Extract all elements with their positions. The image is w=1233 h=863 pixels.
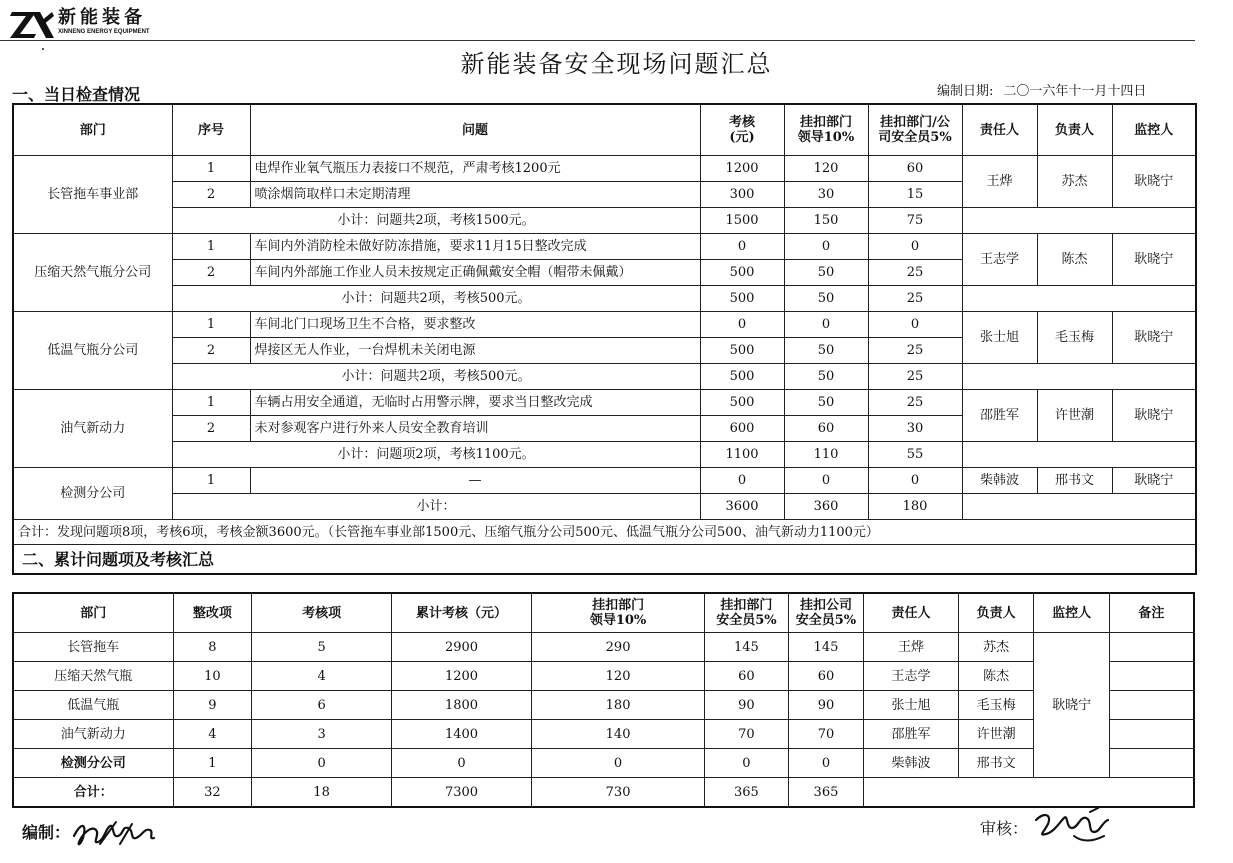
table-row [13,691,1194,720]
table-header-row [13,104,1196,156]
header-company-officer: 挂扣公司 安全员5% [788,593,864,633]
score-cell: 0 [700,234,784,260]
resp-cell: 邵胜军 [864,720,959,749]
resp-cell: 王烨 [864,633,959,662]
seq-cell: 1 [172,312,250,338]
total-cell: 1200 [392,662,532,691]
subtotal-score: 500 [700,364,784,390]
subtotal-row [13,494,1196,520]
fix-cell: 9 [173,691,252,720]
empty-cell [962,286,1196,312]
section2-heading-row [13,545,1196,575]
date-value: 二〇一六年十一月十四日 [1003,84,1147,99]
score-cell: 0 [700,468,784,494]
table-row [13,633,1194,662]
cofficer-cell: 60 [788,662,864,691]
subtotal-officer: 75 [868,208,962,234]
lead-cell: 50 [784,390,868,416]
seq-cell: 1 [172,468,250,494]
score-cell: 300 [700,182,784,208]
monitor-cell: 耿晓宁 [1112,390,1196,442]
resp-cell: 王烨 [962,156,1037,208]
header-issue: 问题 [250,104,700,156]
fix-cell: 4 [173,720,252,749]
fix-cell: 10 [173,662,252,691]
subtotal-score: 1500 [700,208,784,234]
total-cell: 0 [392,749,532,778]
header-fix: 整改项 [173,593,252,633]
subtotal-lead: 110 [784,442,868,468]
subtotal-text: 小计：问题共2项，考核500元。 [172,364,700,390]
subtotal-row [13,208,1196,234]
date-label: 编制日期: [937,84,994,99]
dofficer-cell: 0 [705,749,789,778]
score-cell: 0 [700,312,784,338]
header-dept: 部门 [13,593,173,633]
empty-cell [962,364,1196,390]
score-cell: 1200 [700,156,784,182]
document-title: 新能装备安全现场问题汇总 [460,50,773,78]
resp-cell: 邵胜军 [962,390,1037,442]
issue-cell: 车间内外消防栓未做好防冻措施，要求11月15日整改完成 [250,234,700,260]
seq-cell: 2 [172,260,250,286]
owner-cell: 许世潮 [1037,390,1112,442]
table-row [13,662,1194,691]
subtotal-row [13,442,1196,468]
cofficer-cell: 145 [788,633,864,662]
subtotal-officer: 25 [868,286,962,312]
subtotal-text: 小计：问题项2项，考核1100元。 [172,442,700,468]
issue-cell: 未对参观客户进行外来人员安全教育培训 [250,416,700,442]
subtotal-lead: 360 [784,494,868,520]
lead-cell: 290 [531,633,704,662]
resp-cell: 王志学 [864,662,959,691]
owner-cell: 邢书文 [958,749,1034,778]
subtotal-score: 1100 [700,442,784,468]
seq-cell: 2 [172,338,250,364]
note-cell [1109,691,1194,720]
table-row [13,720,1194,749]
total-assess: 18 [252,778,392,808]
fix-cell: 8 [173,633,252,662]
score-cell: 600 [700,416,784,442]
officer-cell: 0 [868,234,962,260]
subtotal-lead: 150 [784,208,868,234]
summary-text: 合计：发现问题项8项，考核6项，考核金额3600元。（长管拖车事业部1500元、压缩气瓶分公司500元、低温气瓶分公司500、油气新动力1100元） [13,520,1196,545]
seq-cell: 1 [172,390,250,416]
total-cofficer: 365 [788,778,864,808]
logo-en-text: XINNENG ENERGY EQUIPMENT [58,29,150,35]
cofficer-cell: 90 [788,691,864,720]
header-total: 累计考核（元） [392,593,532,633]
total-lead: 730 [531,778,704,808]
owner-cell: 毛玉梅 [958,691,1034,720]
table-row [13,156,1196,182]
lead-cell: 50 [784,260,868,286]
assess-cell: 3 [252,720,392,749]
assess-cell: 4 [252,662,392,691]
dept-cell: 压缩天然气瓶 [13,662,173,691]
table-row [13,468,1196,494]
daily-inspection-table [12,103,1197,575]
header-owner: 负责人 [958,593,1034,633]
header-monitor: 监控人 [1034,593,1110,633]
monitor-cell: 耿晓宁 [1112,468,1196,494]
dofficer-cell: 70 [705,720,789,749]
monitor-cell: 耿晓宁 [1112,312,1196,364]
note-cell [1109,633,1194,662]
header-dept: 部门 [13,104,172,156]
monitor-cell: 耿晓宁 [1112,234,1196,286]
total-cell: 1800 [392,691,532,720]
header-officer: 挂扣部门/公 司安全员5% [868,104,962,156]
assess-cell: 5 [252,633,392,662]
total-cell: 2900 [392,633,532,662]
resp-cell: 张士旭 [962,312,1037,364]
officer-cell: 0 [868,468,962,494]
dept-cell: 低温气瓶分公司 [13,312,172,390]
issue-cell: 焊接区无人作业，一台焊机未关闭电源 [250,338,700,364]
score-cell: 500 [700,338,784,364]
company-logo [10,8,150,40]
subtotal-officer: 180 [868,494,962,520]
issue-cell: — [250,468,700,494]
assess-cell: 0 [252,749,392,778]
header-dept-officer: 挂扣部门 安全员5% [705,593,789,633]
subtotal-lead: 50 [784,286,868,312]
issue-cell: 车间内外部施工作业人员未按规定正确佩戴安全帽（帽带未佩戴） [250,260,700,286]
seq-cell: 1 [172,234,250,260]
assess-cell: 6 [252,691,392,720]
compile-date [937,80,1146,99]
resp-cell: 柴韩波 [864,749,959,778]
owner-cell: 陈杰 [958,662,1034,691]
officer-cell: 25 [868,260,962,286]
note-cell [1109,662,1194,691]
lead-cell: 120 [531,662,704,691]
dept-cell: 长管拖车 [13,633,173,662]
lead-cell: 50 [784,338,868,364]
fix-cell: 1 [173,749,252,778]
total-row [13,778,1194,808]
issue-cell: 车间北门口现场卫生不合格，要求整改 [250,312,700,338]
subtotal-officer: 25 [868,364,962,390]
reviewed-by [980,816,1028,839]
empty-cell [864,778,1194,808]
lead-cell: 120 [784,156,868,182]
owner-cell: 苏杰 [958,633,1034,662]
resp-cell: 柴韩波 [962,468,1037,494]
header-score: 考核 (元) [700,104,784,156]
logo-icon [10,8,54,40]
seq-cell: 1 [172,156,250,182]
issue-cell: 电焊作业氧气瓶压力表接口不规范，严肃考核1200元 [250,156,700,182]
header-lead: 挂扣部门 领导10% [784,104,868,156]
dofficer-cell: 60 [705,662,789,691]
lead-cell: 0 [784,234,868,260]
dept-cell: 检测分公司 [13,749,173,778]
owner-cell: 毛玉梅 [1037,312,1112,364]
header-monitor: 监控人 [1112,104,1196,156]
subtotal-text: 小计： [172,494,700,520]
total-dofficer: 365 [705,778,789,808]
subtotal-row [13,286,1196,312]
cumulative-summary-table [12,592,1195,808]
lead-cell: 0 [784,468,868,494]
lead-cell: 180 [531,691,704,720]
subtotal-officer: 55 [868,442,962,468]
officer-cell: 30 [868,416,962,442]
header-resp: 责任人 [864,593,959,633]
lead-cell: 140 [531,720,704,749]
issue-cell: 车辆占用安全通道，无临时占用警示牌，要求当日整改完成 [250,390,700,416]
subtotal-text: 小计：问题共2项，考核1500元。 [172,208,700,234]
dofficer-cell: 145 [705,633,789,662]
compiled-by [22,820,70,843]
officer-cell: 25 [868,390,962,416]
table-row [13,312,1196,338]
owner-cell: 许世潮 [958,720,1034,749]
owner-cell: 陈杰 [1037,234,1112,286]
header-assess: 考核项 [252,593,392,633]
dept-cell: 压缩天然气瓶分公司 [13,234,172,312]
note-cell [1109,749,1194,778]
officer-cell: 15 [868,182,962,208]
table-row [13,234,1196,260]
subtotal-score: 3600 [700,494,784,520]
logo-cn-text: 新能装备 [58,7,146,28]
compiler-signature [70,814,160,854]
total-fix: 32 [173,778,252,808]
header-resp: 责任人 [962,104,1037,156]
total-total: 7300 [392,778,532,808]
note-cell [1109,720,1194,749]
lead-cell: 30 [784,182,868,208]
empty-cell [962,442,1196,468]
officer-cell: 60 [868,156,962,182]
lead-cell: 0 [531,749,704,778]
header-owner: 负责人 [1037,104,1112,156]
header-seq: 序号 [172,104,250,156]
seq-cell: 2 [172,182,250,208]
summary-row [13,520,1196,545]
section2-heading: 二、累计问题项及考核汇总 [13,545,1196,575]
officer-cell: 0 [868,312,962,338]
header-rule [0,40,1195,41]
dept-cell: 油气新动力 [13,390,172,468]
table-header-row [13,593,1194,633]
seq-cell: 2 [172,416,250,442]
owner-cell: 邢书文 [1037,468,1112,494]
cofficer-cell: 70 [788,720,864,749]
monitor-cell: 耿晓宁 [1112,156,1196,208]
header-lead: 挂扣部门 领导10% [531,593,704,633]
dept-cell: 长管拖车事业部 [13,156,172,234]
lead-cell: 0 [784,312,868,338]
total-cell: 1400 [392,720,532,749]
dept-cell: 低温气瓶 [13,691,173,720]
empty-cell [962,208,1196,234]
score-cell: 500 [700,260,784,286]
dept-cell: 检测分公司 [13,468,172,520]
resp-cell: 张士旭 [864,691,959,720]
subtotal-row [13,364,1196,390]
cofficer-cell: 0 [788,749,864,778]
compiled-label: 编制： [22,823,71,842]
issue-cell: 喷涂烟筒取样口未定期清理 [250,182,700,208]
table-row [13,749,1194,778]
score-cell: 500 [700,390,784,416]
review-label: 审核： [980,819,1029,838]
total-label: 合计： [13,778,173,808]
officer-cell: 25 [868,338,962,364]
section1-heading: 一、当日检查情况 [12,85,141,104]
subtotal-score: 500 [700,286,784,312]
resp-cell: 王志学 [962,234,1037,286]
lead-cell: 60 [784,416,868,442]
subtotal-text: 小计：问题共2项，考核500元。 [172,286,700,312]
reviewer-signature [1030,806,1120,846]
owner-cell: 苏杰 [1037,156,1112,208]
header-note: 备注 [1109,593,1194,633]
dofficer-cell: 90 [705,691,789,720]
monitor-cell: 耿晓宁 [1034,633,1110,778]
subtotal-lead: 50 [784,364,868,390]
empty-cell [962,494,1196,520]
dept-cell: 油气新动力 [13,720,173,749]
table-row [13,390,1196,416]
